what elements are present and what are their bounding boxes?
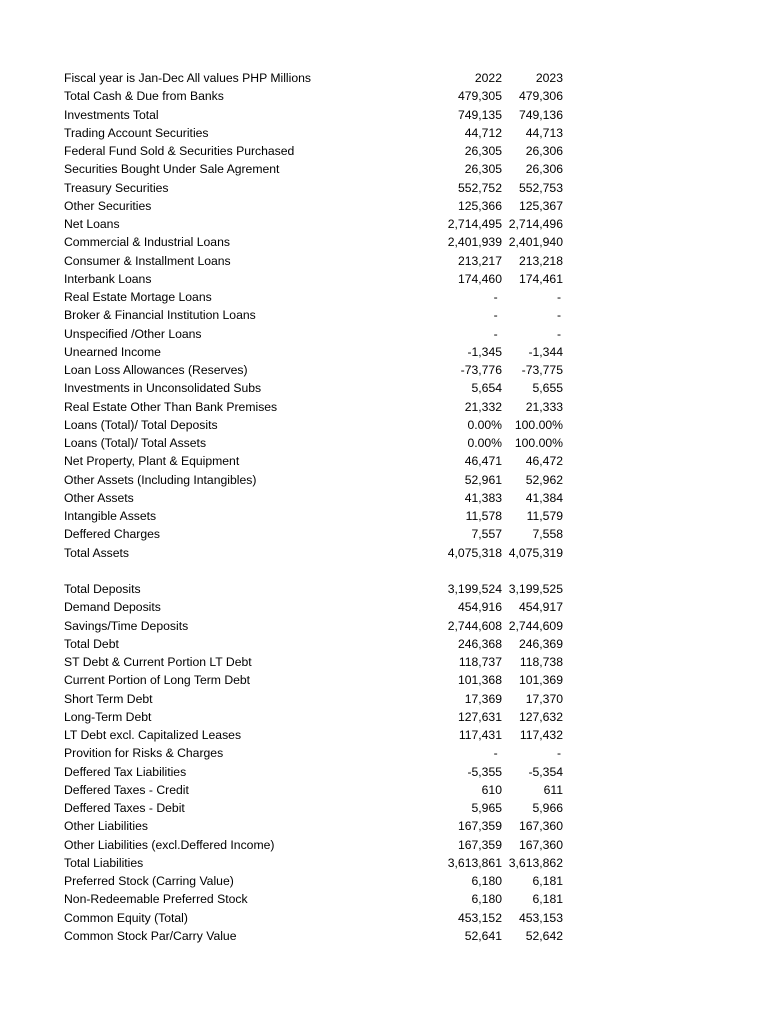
value-2022: 0.00% (467, 417, 502, 432)
row-label: Net Property, Plant & Equipment (64, 454, 240, 469)
row-label: Securities Bought Under Sale Agrement (64, 162, 280, 177)
value-2023: 41,384 (525, 490, 563, 505)
row-label: Unspecified /Other Loans (64, 326, 202, 341)
row-label: Loans (Total)/ Total Deposits (64, 417, 218, 432)
value-2023: 479,306 (518, 89, 563, 104)
value-2022: 7,557 (471, 527, 502, 542)
value-2023: 5,655 (532, 381, 563, 396)
value-2022: 52,641 (464, 928, 502, 943)
table-row (64, 671, 564, 689)
row-label: Preferred Stock (Carring Value) (64, 874, 234, 888)
value-2022: 610 (481, 782, 502, 797)
row-label: Trading Account Securities (64, 125, 209, 140)
row-label: Total Cash & Due from Banks (64, 89, 224, 104)
value-2022: 11,578 (465, 509, 502, 523)
row-label: Real Estate Other Than Bank Premises (64, 399, 278, 414)
value-2022: 118,737 (458, 655, 502, 669)
table-row (64, 726, 564, 744)
row-label: Other Liabilities (excl.Deffered Income) (64, 837, 275, 852)
table-row (64, 653, 564, 671)
table-row (64, 87, 564, 105)
row-label: Deffered Charges (64, 527, 160, 542)
value-2022: 46,471 (464, 454, 502, 469)
row-label: Federal Fund Sold & Securities Purchased (64, 144, 295, 158)
table-row (64, 270, 564, 288)
value-2023: 44,713 (525, 125, 563, 140)
table-row (64, 434, 564, 452)
row-label: Long-Term Debt (64, 709, 152, 724)
table-row (64, 763, 564, 781)
value-2022: 26,305 (464, 162, 502, 177)
table-row (64, 781, 564, 799)
table-row (64, 927, 564, 945)
value-2022: 552,752 (457, 180, 502, 195)
table-row (64, 598, 564, 616)
value-2023: 749,136 (518, 107, 563, 122)
row-label: Interbank Loans (64, 271, 152, 286)
row-label: Real Estate Mortage Loans (64, 290, 212, 304)
row-label: Investments in Unconsolidated Subs (64, 381, 262, 396)
table-row (64, 252, 564, 270)
row-label: LT Debt excl. Capitalized Leases (64, 728, 242, 742)
table-row (64, 142, 564, 160)
value-2023 (502, 562, 563, 580)
row-label: Short Term Debt (64, 691, 153, 706)
value-2023: 26,306 (525, 144, 563, 158)
row-label: Other Securities (64, 198, 152, 213)
value-2022: 52,961 (464, 472, 502, 487)
value-2022: 2,401,939 (447, 235, 502, 250)
table-row (64, 124, 564, 142)
row-label: Total Assets (64, 545, 130, 560)
table-row (64, 690, 564, 708)
header-label: Fiscal year is Jan-Dec All values PHP Millions (64, 71, 311, 85)
value-2022: 41,383 (464, 490, 502, 505)
value-2023: 611 (543, 782, 563, 797)
table-row (64, 507, 564, 525)
row-label: Total Debt (64, 636, 119, 651)
table-row (64, 635, 564, 653)
spacer-row (64, 562, 564, 580)
row-label: ST Debt & Current Portion LT Debt (64, 655, 252, 669)
table-row (64, 617, 564, 635)
value-2022: 5,654 (471, 381, 502, 396)
table-row (64, 325, 564, 343)
value-2023: 4,075,319 (508, 545, 563, 560)
table-row (64, 909, 564, 927)
table-row (64, 379, 564, 397)
value-2023: 2,714,496 (508, 217, 563, 231)
row-label: Consumer & Installment Loans (64, 253, 231, 268)
row-label (64, 562, 442, 580)
value-2022: - (493, 746, 498, 761)
row-label: Intangible Assets (64, 509, 157, 523)
value-2023: 100.00% (514, 436, 563, 450)
value-2023: 6,181 (532, 874, 563, 888)
table-row (64, 215, 564, 233)
value-2022: 479,305 (457, 89, 502, 104)
table-row (64, 544, 564, 562)
value-2022: 4,075,318 (447, 545, 502, 560)
value-2023: 6,181 (532, 892, 563, 907)
table-row (64, 799, 564, 817)
value-2023: 11,579 (526, 509, 563, 523)
value-2023: 118,738 (519, 655, 563, 669)
value-2023: 127,632 (518, 709, 563, 724)
row-label: Non-Redeemable Preferred Stock (64, 892, 248, 907)
row-label: Deffered Tax Liabilities (64, 764, 187, 779)
value-2023: 21,333 (525, 399, 563, 414)
value-2023: -5,354 (528, 764, 563, 779)
value-2023: - (556, 290, 562, 304)
value-2023: 26,306 (525, 162, 563, 177)
row-label: Investments Total (64, 107, 159, 122)
value-2023: 3,613,862 (508, 855, 563, 870)
value-2023: 52,642 (525, 928, 563, 943)
value-2022: 167,359 (457, 837, 502, 852)
value-2023: -73,775 (521, 363, 563, 377)
value-2022: 5,965 (471, 801, 502, 815)
value-2022: 174,460 (457, 271, 502, 286)
value-2022: 125,366 (457, 198, 502, 213)
year-2023-header: 2023 (535, 71, 563, 85)
value-2022: 2,714,495 (447, 217, 502, 231)
row-label: Other Assets (64, 490, 134, 505)
table-row (64, 489, 564, 507)
row-label: Total Deposits (64, 582, 141, 596)
table-row (64, 288, 564, 306)
value-2022: 6,180 (471, 874, 502, 888)
table-row (64, 106, 564, 124)
value-2022: 44,712 (464, 125, 502, 140)
value-2022: 17,369 (464, 691, 502, 706)
value-2023: -1,344 (528, 344, 563, 359)
value-2023: 101,369 (518, 673, 563, 688)
row-label: Other Assets (Including Intangibles) (64, 472, 257, 487)
header-row (64, 69, 564, 87)
value-2022: 246,368 (457, 636, 502, 651)
row-label: Other Liabilities (64, 819, 148, 834)
row-label: Unearned Income (64, 344, 161, 359)
value-2022: - (493, 290, 498, 304)
row-label: Current Portion of Long Term Debt (64, 673, 251, 688)
value-2022: 101,368 (457, 673, 502, 688)
table-row (64, 416, 564, 434)
value-2023: - (556, 326, 562, 341)
value-2023: 246,369 (518, 636, 563, 651)
table-row (64, 890, 564, 908)
value-2022: -73,776 (460, 363, 502, 377)
year-2022-header: 2022 (474, 71, 502, 85)
value-2023: - (556, 746, 562, 761)
row-label: Commercial & Industrial Loans (64, 235, 230, 250)
value-2023: - (556, 308, 562, 323)
row-label: Total Liabilities (64, 855, 144, 870)
table-row (64, 343, 564, 361)
value-2022: - (493, 326, 498, 341)
value-2023: 3,199,525 (508, 582, 563, 596)
row-label: Deffered Taxes - Credit (64, 782, 189, 797)
row-label: Broker & Financial Institution Loans (64, 308, 256, 323)
row-label: Savings/Time Deposits (64, 618, 189, 633)
value-2023: 117,432 (519, 728, 563, 742)
value-2022: -5,355 (467, 764, 502, 779)
value-2023: 100.00% (514, 417, 563, 432)
value-2022: -1,345 (467, 344, 502, 359)
value-2022: 749,135 (457, 107, 502, 122)
value-2023: 453,153 (518, 910, 563, 925)
table-row (64, 197, 564, 215)
value-2023: 7,558 (532, 527, 563, 542)
value-2022: 213,217 (457, 253, 502, 268)
value-2022: 0.00% (467, 436, 502, 450)
value-2022: 21,332 (464, 399, 502, 414)
table-row (64, 836, 564, 854)
table-row (64, 471, 564, 489)
value-2022: 2,744,608 (447, 618, 502, 633)
table-row (64, 525, 564, 543)
value-2022: - (493, 308, 498, 323)
table-body (64, 87, 564, 945)
value-2023: 454,917 (518, 600, 563, 615)
row-label: Common Equity (Total) (64, 910, 188, 925)
value-2022: 167,359 (457, 819, 502, 834)
value-2023: 167,360 (518, 837, 563, 852)
table-row (64, 306, 564, 324)
row-label: Loan Loss Allowances (Reserves) (64, 363, 248, 377)
value-2022: 3,613,861 (447, 855, 502, 870)
table-row (64, 361, 564, 379)
row-label: Treasury Securities (64, 180, 169, 195)
value-2023: 2,744,609 (508, 618, 563, 633)
value-2023: 174,461 (518, 271, 563, 286)
table-row (64, 708, 564, 726)
value-2023: 52,962 (525, 472, 563, 487)
value-2022: 3,199,524 (447, 582, 502, 596)
value-2023: 552,753 (518, 180, 563, 195)
table-row (64, 872, 564, 890)
balance-sheet-table (64, 69, 564, 945)
row-label: Common Stock Par/Carry Value (64, 928, 237, 943)
table-row (64, 817, 564, 835)
value-2023: 125,367 (518, 198, 563, 213)
row-label: Loans (Total)/ Total Assets (64, 436, 207, 450)
value-2022: 454,916 (457, 600, 502, 615)
table-row (64, 854, 564, 872)
value-2022 (442, 562, 502, 580)
value-2023: 213,218 (518, 253, 563, 268)
table-row (64, 398, 564, 416)
row-label: Deffered Taxes - Debit (64, 801, 185, 815)
value-2023: 167,360 (518, 819, 563, 834)
value-2023: 2,401,940 (508, 235, 563, 250)
table-row (64, 452, 564, 470)
value-2022: 6,180 (471, 892, 502, 907)
value-2022: 117,431 (458, 728, 502, 742)
table-row (64, 744, 564, 762)
value-2023: 46,472 (525, 454, 563, 469)
value-2022: 26,305 (464, 144, 502, 158)
table-row (64, 179, 564, 197)
row-label: Provition for Risks & Charges (64, 746, 224, 761)
value-2023: 17,370 (525, 691, 563, 706)
row-label: Net Loans (64, 217, 120, 231)
table-row (64, 580, 564, 598)
value-2022: 127,631 (457, 709, 502, 724)
value-2023: 5,966 (532, 801, 563, 815)
value-2022: 453,152 (457, 910, 502, 925)
table-row (64, 233, 564, 251)
row-label: Demand Deposits (64, 600, 161, 615)
table-row (64, 160, 564, 178)
